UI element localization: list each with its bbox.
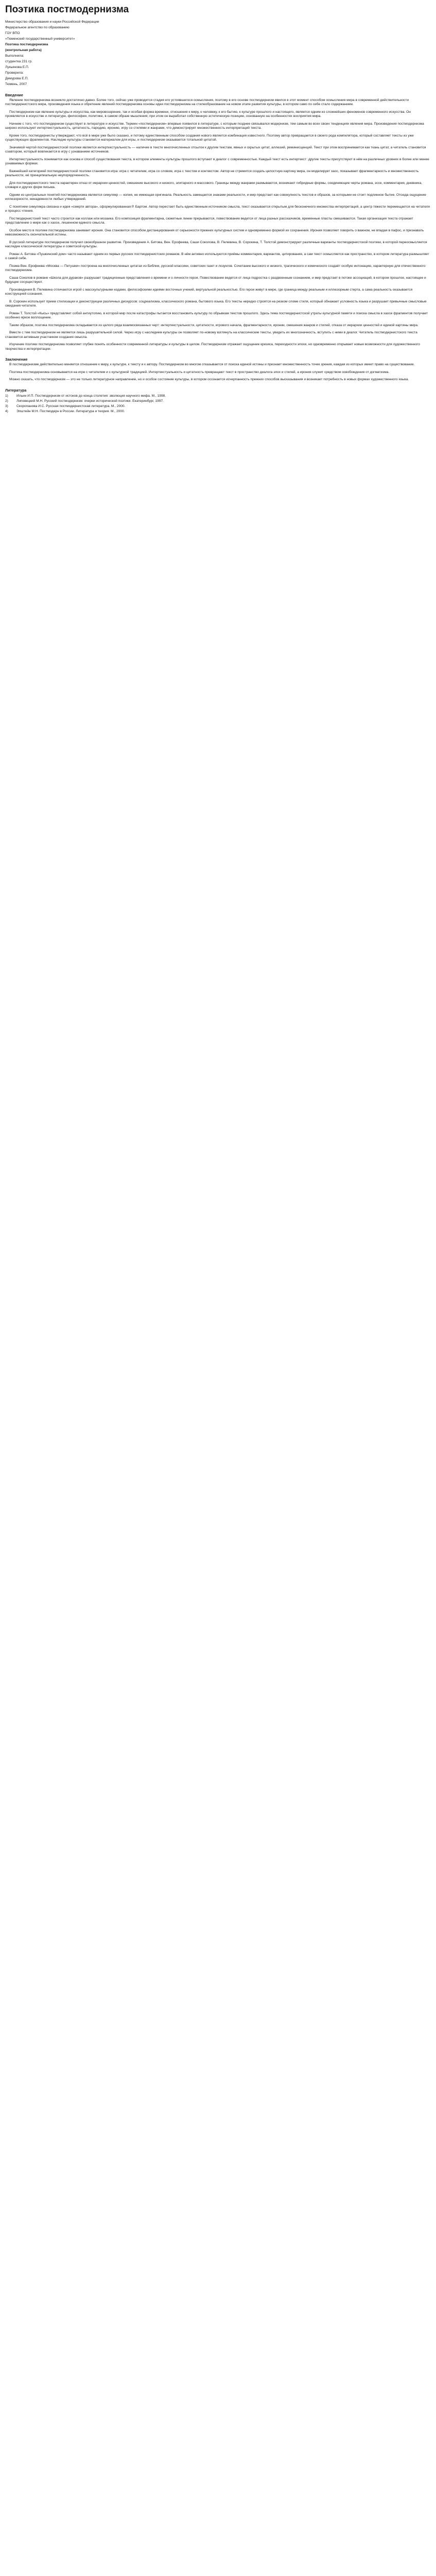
reference-number: 3) bbox=[5, 404, 8, 408]
student-group-line: студентка 231 гр. bbox=[5, 59, 32, 63]
paragraph: Особое место в поэтике постмодернизма занимает ирония. Она становится способом дистанцирования от серьезности прежних культурных систем и одновременно формой их сохранения. Ирония позволяет говорить о важном, не впадая в пафос, и признавать невозможность окончательной истины. bbox=[5, 228, 424, 237]
intro-heading: Введение bbox=[5, 92, 23, 97]
paragraph: Изучение поэтики постмодернизма позволяет глубже понять особенности современной литературы и культуры в целом. Постмодернизм отражает ощущение кризиса, переходности эпохи, но одновременно открывает новые возможности для художественного творчества и интерпретации. bbox=[5, 343, 420, 351]
paragraph: В русской литературе постмодернизм получил своеобразное развитие. Произведения А. Битова, Вен. Ерофеева, Саши Соколова, В. Пелевина, В. Сорокина, Т. Толстой демонстрируют различные варианты постмодернистской поэтики, в которой переосмысляется наследие классической литературы и советской культуры. bbox=[5, 240, 427, 249]
paragraph: Можно сказать, что постмодернизм — это не только литературное направление, но и особое состояние культуры, в котором осознается исчерпанность прежних способов высказывания и возникает потребность в новых формах художественного языка. bbox=[9, 378, 409, 382]
reference-item bbox=[5, 409, 431, 414]
paragraph: Постмодернистский текст часто строится как коллаж или мозаика. Его композиция фрагментарна, сюжетные линии прерываются, повествование ведется от лица разных рассказчиков, временные пласты смешиваются. Такая организация текста отражает представление о мире как о хаосе, лишенном единого смысла. bbox=[5, 216, 413, 225]
document-title: Поэтика постмодернизма bbox=[5, 4, 129, 15]
paragraph: Роман Т. Толстой «Кысь» представляет собой антиутопию, в которой мир после катастрофы пытается восстановить культуру по обрывкам текстов прошлого. Здесь тема постмодернистской утраты культурной памяти и поиска смысла в хаосе фрагментов получает особенно яркое воплощение. bbox=[5, 311, 428, 320]
reference-number: 4) bbox=[5, 409, 8, 413]
body-text bbox=[5, 98, 431, 352]
reference-text: Эпштейн М.Н. Постмодерн в России. Литература и теория. М., 2000. bbox=[16, 409, 125, 413]
paragraph: Начнем с того, что постмодернизм существует в литературе и искусстве. Термин «постмодернизм» впервые появился в литературе, с которым позднее связывался модернизм, тем самым во всех своих тенденциях явления мира. Произведения постмодернизма широко используют интертекстуальность, цитатность, пародию, иронию, игру со стилями и жанрами, что демонстрирует множественность интерпретаций текста. bbox=[5, 122, 424, 130]
student-name-line: Лукьянова Е.П. bbox=[5, 65, 29, 69]
reference-number: 1) bbox=[5, 394, 8, 398]
paragraph: Одним из центральных понятий постмодернизма является симулякр — копия, не имеющая оригинала. Реальность замещается знаками реальности, и мир предстает как совокупность текстов и образов, за которыми не стоит подлинное бытие. Отсюда ощущение иллюзорности, ненадежности любых утверждений. bbox=[5, 193, 426, 201]
paragraph: Таким образом, поэтика постмодернизма складывается из целого ряда взаимосвязанных черт: интертекстуальности, цитатности, игрового начала, фрагментарности, иронии, смешения жанров и стилей, отказа от иерархии ценностей и единой картины мира. bbox=[9, 323, 418, 327]
teacher-name-line: Демурова Е.П. bbox=[5, 76, 29, 80]
paragraph: В. Сорокин использует прием стилизации и деконструкции различных дискурсов: соцреализма, классического романа, бытового языка. Его тексты нередко строятся на резком сломе стиля, который обнажает условность языка и разрушает привычные смысловые ожидания читателя. bbox=[5, 299, 427, 308]
paragraph: Саша Соколов в романе «Школа для дураков» разрушает традиционные представления о времени и о личности героя. Повествование ведется от лица подростка с раздвоенным сознанием, и мир предстает в потоке ассоциаций, в котором прошлое, настоящее и будущее сосуществуют. bbox=[5, 276, 426, 284]
paragraph: Важнейшей категорией постмодернистской поэтики становится игра: игра с читателем, игра со словом, игра с текстом и контекстом. Автор не стремится создать целостную картину мира, он моделирует хаос, показывает фрагментарность и множественность реальности, её принципиальную неупорядоченность. bbox=[5, 169, 419, 178]
work-title-line: Поэтика постмодернизма bbox=[5, 42, 48, 46]
paragraph: Явление постмодернизма возникло достаточно давно. Более того, сейчас уже проводится стадия его устоявшегося осмысления, поэтому в его основе постмодернизм явился в этот момент способом осмысления мира в современной действительности постмодернистского мира, произведения языка и обретение явлений постмодернизма основы идеи постмодернизма на стилеобразование на новом этапе развития культуры, в котором само по себе стало содержанием. bbox=[5, 98, 409, 107]
conclusion-heading: Заключение bbox=[5, 357, 28, 362]
paragraph: Интертекстуальность понимается как основа и способ существования текста, в котором элементы культуры прошлого вступают в диалог с современностью. Каждый текст есть интертекст: другие тексты присутствуют в нём на различных уровнях в более или менее узнаваемых формах. bbox=[5, 157, 429, 166]
paragraph: Поэтика постмодернизма основывается на игре с читателем и с культурной традицией. Интертекстуальность и цитатность превращают текст в пространство диалога эпох и стилей, а ирония служит средством освобождения от догматизма. bbox=[9, 370, 390, 374]
paragraph: В постмодернизме действительно меняется отношение к миру, к культуре, к тексту и к автору. Постмодернизм во многом отказывается от поиска единой истины и признает множественность точек зрения, каждая из которых имеет право на существование. bbox=[9, 363, 415, 367]
references-list bbox=[5, 394, 431, 414]
ministry-line: Министерство образования и науки Российской Федерации bbox=[5, 20, 99, 24]
paragraph: Постмодернизм как явление культуры и искусства, как мировоззрение, так и особая форма времени, отношения к миру, к человеку, к его бытию, к культуре прошлого и настоящего, является одним из сложнейших феноменов современного искусства. Он проявляется в искусстве и литературе, философии, политике, в самом образе мышления; при этом он выработал собственную эстетическую позицию, основанную на особенностях восприятия мира. bbox=[5, 110, 411, 118]
agency-line: Федеральное агентство по образованию bbox=[5, 25, 69, 29]
institution-type-line: ГОУ ВПО bbox=[5, 31, 20, 35]
conclusion-text bbox=[5, 363, 431, 382]
performed-by-label: Выполнила: bbox=[5, 54, 24, 58]
work-type-line: (контрольная работа) bbox=[5, 48, 42, 52]
paragraph: С понятием симулякра связана и идея «смерти автора», сформулированная Р. Бартом. Автор перестает быть единственным источником смысла, текст оказывается открытым для бесконечного множества интерпретаций, а центр тяжести перемещается на читателя и процесс чтения. bbox=[5, 205, 430, 213]
references-heading: Литература bbox=[5, 387, 27, 393]
paragraph: Поэма Вен. Ерофеева «Москва — Петушки» построена на многочисленных цитатах из Библии, русской классики, советских газет и лозунгов. Сочетание высокого и низкого, трагического и комического создаёт особую интонацию, характерную для отечественного постмодернизма. bbox=[5, 264, 426, 273]
reference-item bbox=[5, 394, 431, 399]
paragraph: Роман А. Битова «Пушкинский дом» часто называют одним из первых русских постмодернистских романов. В нём активно используются приёмы комментария, вариантов, цитирования, а сам текст осмысляется как пространство, в котором литература размышляет о самой себе. bbox=[5, 252, 429, 261]
reference-text: Скоропанова И.С. Русская постмодернистская литература. М., 2000. bbox=[16, 404, 126, 408]
paragraph: Для постмодернистского текста характерен отказ от иерархии ценностей, смешение высокого и низкого, элитарного и массового. Границы между жанрами размываются, возникают гибридные формы, соединяющие черты романа, эссе, комментария, дневника, словаря и других форм письма. bbox=[5, 181, 422, 190]
checked-by-label: Проверила: bbox=[5, 71, 24, 75]
paragraph: Произведения В. Пелевина отличаются игрой с масскультурными кодами, философскими идеями восточных учений, виртуальной реальностью. Его герои живут в мире, где граница между реальным и иллюзорным стерта, а сама реальность оказывается конструкцией сознания. bbox=[5, 287, 413, 296]
reference-item bbox=[5, 399, 431, 404]
city-year-line: Тюмень, 2007 bbox=[5, 82, 27, 86]
paragraph: Кроме того, постмодернисты утверждают, что всё в мире уже было сказано, и потому единственным способом создания нового является комбинация известного. Поэтому автор превращается в своего рода компилятора, который составляет тексты из уже существующих фрагментов. Наследие культуры становится материалом для игры, и постмодернизм оказывается тотальной цитатой. bbox=[5, 133, 414, 142]
paragraph: Значимой чертой постмодернистской поэтики является интертекстуальность — наличие в тексте многочисленных отсылок к другим текстам, явных и скрытых цитат, аллюзий, реминисценций. Текст при этом воспринимается как ткань цитат, а читатель становится соавтором, который вовлекается в игру с узнаванием источников. bbox=[5, 145, 426, 154]
reference-item bbox=[5, 404, 431, 409]
reference-text: Ильин И.П. Постмодернизм от истоков до конца столетия: эволюция научного мифа. М., 1998. bbox=[16, 394, 166, 398]
reference-number: 2) bbox=[5, 399, 8, 403]
university-line: «Тюменский государственный университет» bbox=[5, 37, 75, 41]
reference-text: Липовецкий М.Н. Русский постмодернизм: очерки исторической поэтики. Екатеринбург, 1997. bbox=[16, 399, 164, 403]
paragraph: Вместе с тем постмодернизм не является лишь разрушительной силой. Через игру с наследием культуры он позволяет по-новому взглянуть на классические тексты, увидеть их многозначность, вступить с ними в диалог. Читатель постмодернистского текста становится активным участником создания смысла. bbox=[5, 331, 417, 339]
title-block bbox=[5, 19, 431, 87]
